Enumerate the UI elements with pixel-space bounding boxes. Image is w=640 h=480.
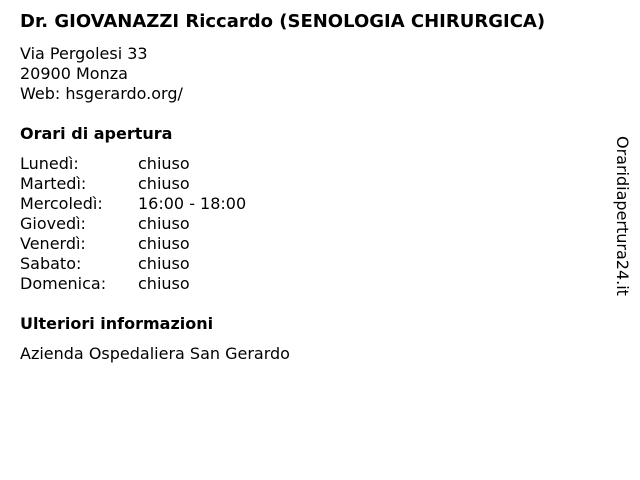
website-link[interactable]: Web: hsgerardo.org/: [20, 84, 183, 103]
day-label: Lunedì:: [20, 154, 79, 173]
day-label: Venerdì:: [20, 234, 86, 253]
hours-row-tuesday: [20, 174, 246, 194]
hours-row-monday: [20, 154, 246, 174]
day-label: Martedì:: [20, 174, 87, 193]
hours-row-sunday: [20, 274, 246, 294]
hours-value: chiuso: [138, 274, 190, 293]
hours-value: chiuso: [138, 154, 190, 173]
hours-row-saturday: [20, 254, 246, 274]
opening-hours-heading: Orari di apertura: [20, 124, 173, 143]
hours-value: chiuso: [138, 214, 190, 233]
opening-hours-table: [20, 154, 246, 294]
hours-row-friday: [20, 234, 246, 254]
page-title: Dr. GIOVANAZZI Riccardo (SENOLOGIA CHIRURGICA): [20, 11, 546, 32]
day-label: Mercoledì:: [20, 194, 103, 213]
city-address: 20900 Monza: [20, 64, 128, 83]
hours-row-wednesday: [20, 194, 246, 214]
day-label: Sabato:: [20, 254, 82, 273]
day-label: Giovedì:: [20, 214, 86, 233]
further-info-text: Azienda Ospedaliera San Gerardo: [20, 344, 290, 363]
watermark-text: Oraridiapertura24.it: [613, 136, 632, 296]
hours-value: chiuso: [138, 174, 190, 193]
hours-value: chiuso: [138, 254, 190, 273]
hours-value: 16:00 - 18:00: [138, 194, 247, 213]
site-watermark: [612, 136, 636, 308]
street-address: Via Pergolesi 33: [20, 44, 148, 63]
hours-value: chiuso: [138, 234, 190, 253]
hours-row-thursday: [20, 214, 246, 234]
further-info-heading: Ulteriori informazioni: [20, 314, 214, 333]
day-label: Domenica:: [20, 274, 107, 293]
address-block: [20, 44, 183, 104]
